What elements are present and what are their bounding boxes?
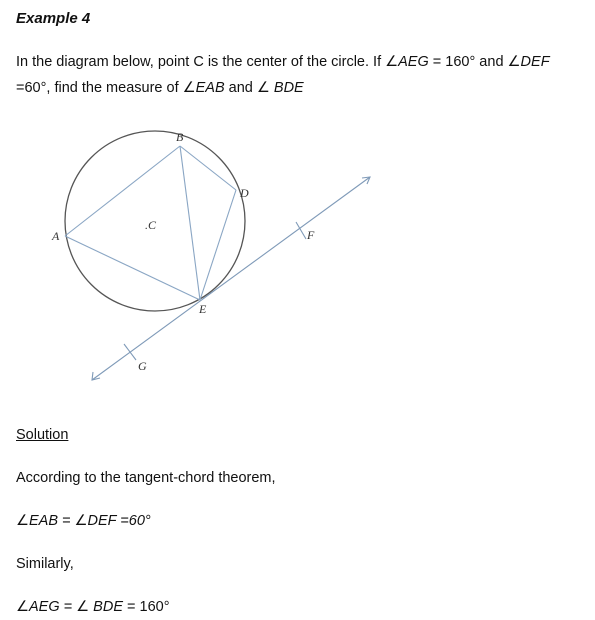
angle-aeg: ∠AEG bbox=[385, 54, 429, 70]
problem-text-2: = 160° and bbox=[428, 54, 508, 70]
problem-text-3: , find the measure of bbox=[46, 80, 183, 96]
label-c: .C bbox=[145, 218, 157, 232]
label-d: D bbox=[240, 186, 249, 200]
problem-text-4: and bbox=[224, 80, 257, 96]
label-e: E bbox=[199, 302, 207, 316]
solution-heading: Solution bbox=[16, 427, 69, 443]
angle-bde: ∠ BDE bbox=[256, 80, 304, 96]
chord-de bbox=[200, 190, 236, 300]
example-title: Example 4 bbox=[16, 10, 91, 27]
problem-value-60: =60° bbox=[16, 80, 47, 96]
problem-text-1: In the diagram below, point C is the center of the circle. If bbox=[16, 54, 386, 70]
similarly-text: Similarly, bbox=[16, 556, 74, 572]
equation-aeg bbox=[16, 599, 170, 615]
equation-aeg-right: = 160° bbox=[123, 599, 170, 615]
label-a: A bbox=[52, 229, 60, 243]
equation-aeg-left: ∠AEG = ∠ BDE bbox=[16, 599, 123, 615]
label-g: G bbox=[138, 359, 147, 373]
label-f: F bbox=[307, 228, 315, 242]
angle-def: ∠DEF bbox=[507, 54, 550, 70]
angle-eab: ∠EAB bbox=[182, 80, 225, 96]
chord-ab bbox=[65, 146, 180, 236]
label-b: B bbox=[176, 130, 184, 144]
tangent-chord-statement: According to the tangent-chord theorem, bbox=[16, 470, 276, 486]
chord-ae bbox=[65, 236, 200, 300]
equation-eab: ∠EAB = ∠DEF =60° bbox=[16, 513, 151, 529]
chord-be bbox=[180, 146, 200, 300]
tangent-line-gf bbox=[92, 177, 370, 380]
tick-mark-g bbox=[124, 344, 136, 360]
